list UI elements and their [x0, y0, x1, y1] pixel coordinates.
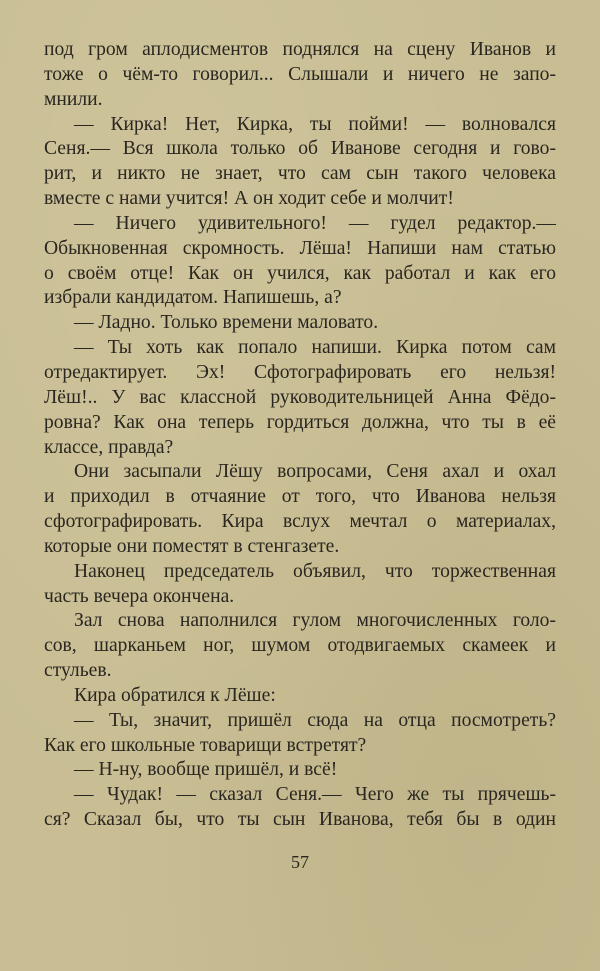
text-line: мнили. — [44, 88, 103, 110]
text-line: — Чудак! — сказал Сеня.— Чего же ты прячешь- — [74, 784, 556, 806]
text-line: Наконец председатель объявил, что торжественная — [74, 560, 556, 582]
text-line: рит, и никто не знает, что сам сын такого человека — [44, 163, 556, 185]
page-number: 57 — [291, 852, 309, 872]
text-line: Зал снова наполнился гулом многочисленных голо- — [74, 610, 556, 632]
text-line: отредактирует. Эх! Сфотографировать его нельзя! — [44, 361, 556, 383]
text-line: избрали кандидатом. Напишешь, а? — [44, 287, 342, 309]
text-line: ровна? Как она теперь гордиться должна, что ты в её — [44, 411, 556, 433]
text-line: — Ты, значит, пришёл сюда на отца посмотреть? — [74, 709, 556, 731]
text-line: стульев. — [44, 660, 112, 682]
text-line: — Ты хоть как попало напиши. Кирка потом сам — [74, 337, 556, 359]
text-line: ся? Сказал бы, что ты сын Иванова, тебя бы в один — [44, 809, 556, 831]
text-line: классе, правда? — [44, 436, 174, 458]
text-line: сфотографировать. Кира вслух мечтал о материалах, — [44, 511, 556, 533]
text-line: часть вечера окончена. — [44, 585, 235, 607]
text-line: которые они поместят в стенгазете. — [44, 535, 340, 557]
text-line: — Ладно. Только времени маловато. — [74, 312, 379, 334]
text-line: Сеня.— Вся школа только об Иванове сегодня и гово- — [44, 138, 556, 160]
text-line: о своём отце! Как он учился, как работал и как его — [44, 262, 556, 284]
text-line: тоже о чём-то говорил... Слышали и ничего не запо- — [44, 63, 556, 85]
text-line: Они засыпали Лёшу вопросами, Сеня ахал и охал — [74, 461, 556, 483]
text-line: — Н-ну, вообще пришёл, и всё! — [74, 759, 338, 781]
text-line: сов, шарканьем ног, шумом отодвигаемых скамеек и — [44, 635, 556, 657]
text-line: вместе с нами учится! А он ходит себе и молчит! — [44, 188, 454, 210]
text-line: Обыкновенная скромность. Лёша! Напиши нам статью — [44, 237, 556, 259]
text-line: — Ничего удивительного! — гудел редактор.— — [74, 212, 556, 234]
text-line: Как его школьные товарищи встретят? — [44, 734, 367, 756]
text-line: и приходил в отчаяние от того, что Иванова нельзя — [44, 486, 556, 508]
text-line: — Кирка! Нет, Кирка, ты пойми! — волновался — [74, 113, 556, 135]
text-line: Лёш!.. У вас классной руководительницей Анна Фёдо- — [44, 386, 556, 408]
text-line: под гром аплодисментов поднялся на сцену Иванов и — [44, 39, 556, 60]
text-line: Кира обратился к Лёше: — [74, 684, 276, 706]
body-text — [44, 38, 556, 833]
